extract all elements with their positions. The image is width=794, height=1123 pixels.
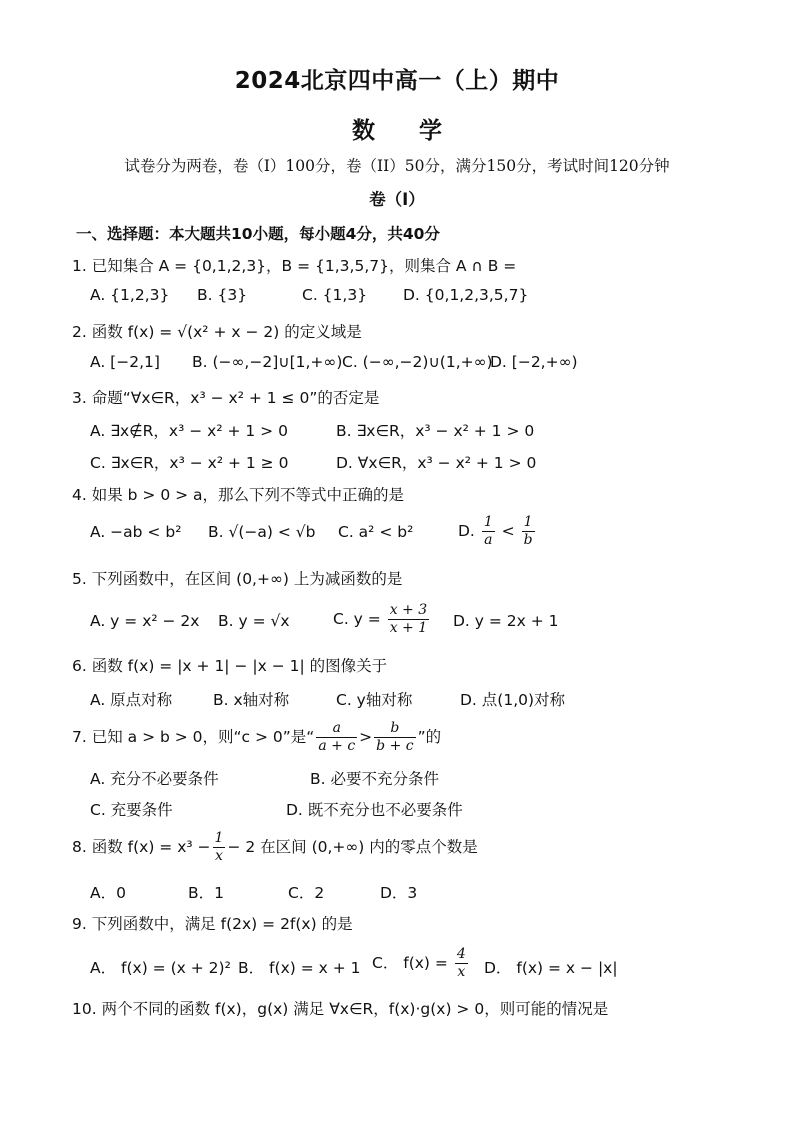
q2-option-b: B. (−∞,−2]∪[1,+∞) [192, 353, 343, 371]
q4-option-b: B. √(−a) < √b [208, 523, 316, 541]
q5-option-b: B. y = √x [218, 612, 290, 630]
q8-option-d: D．3 [380, 884, 418, 902]
q8-option-a: A．0 [90, 884, 126, 902]
q4-option-c: C. a² < b² [338, 523, 414, 541]
subject-char-1: 数 [352, 117, 375, 144]
q4-less-than: < [501, 522, 515, 540]
q7-stem-end: ”的 [417, 728, 442, 746]
q3-option-d: D. ∀x∈R，x³ − x² + 1 > 0 [336, 454, 537, 472]
q3-option-b: B. ∃x∈R，x³ − x² + 1 > 0 [336, 422, 535, 440]
q8-stem-end: − 2 在区间 (0,+∞) 内的零点个数是 [227, 838, 478, 856]
q9-option-b: B． f(x) = x + 1 [238, 959, 361, 977]
q5-option-c [333, 602, 431, 637]
q5-frac-den: x + 1 [389, 620, 428, 636]
q6-option-a: A. 原点对称 [90, 691, 173, 709]
q7-greater-than: > [359, 728, 373, 746]
q8-fraction [213, 830, 226, 865]
q7-option-a: A. 充分不必要条件 [90, 770, 219, 788]
q5-fraction [388, 602, 429, 637]
q7-stem-start: 7. 已知 a > b > 0，则“c > 0”是“ [72, 728, 315, 746]
question-6-stem: 6. 函数 f(x) = |x + 1| − |x − 1| 的图像关于 [72, 657, 388, 675]
q8-stem-start: 8. 函数 f(x) = x³ − [72, 838, 211, 856]
q4-option-d [458, 514, 537, 549]
q9-option-c [372, 946, 470, 981]
q7-frac-left-den: a + c [318, 738, 356, 754]
q4-fraction-left [482, 514, 495, 549]
q2-option-c: C. (−∞,−2)∪(1,+∞) [342, 353, 493, 371]
q1-option-d: D. {0,1,2,3,5,7} [403, 286, 529, 304]
q4-frac-right-den: b [523, 532, 533, 548]
q4-option-d-label: D. [458, 522, 475, 540]
question-3-stem: 3. 命题“∀x∈R，x³ − x² + 1 ≤ 0”的否定是 [72, 389, 380, 407]
q4-frac-left-den: a [484, 532, 493, 548]
q5-option-d: D. y = 2x + 1 [453, 612, 559, 630]
q9-frac-num: 4 [456, 946, 466, 962]
section-heading: 一、选择题：本大题共10小题，每小题4分，共40分 [76, 225, 440, 243]
q7-option-d: D. 既不充分也不必要条件 [286, 801, 463, 819]
question-8-stem [72, 830, 478, 865]
question-1-stem: 1. 已知集合 A = {0,1,2,3}，B = {1,3,5,7}，则集合 A ∩ B = [72, 257, 517, 275]
q4-fraction-right [522, 514, 535, 549]
q5-frac-num: x + 3 [389, 602, 428, 618]
q4-option-a: A. −ab < b² [90, 523, 182, 541]
question-10-stem: 10. 两个不同的函数 f(x)，g(x) 满足 ∀x∈R，f(x)·g(x) > 0，则可能的情况是 [72, 1000, 609, 1018]
q9-option-d: D． f(x) = x − |x| [484, 959, 618, 977]
q1-option-a: A. {1,2,3} [90, 286, 170, 304]
q5-option-a: A. y = x² − 2x [90, 612, 200, 630]
q8-option-c: C．2 [288, 884, 325, 902]
q8-frac-num: 1 [214, 830, 224, 846]
q1-option-b: B. {3} [197, 286, 248, 304]
q9-option-a: A． f(x) = (x + 2)² [90, 959, 231, 977]
q6-option-d: D. 点(1,0)对称 [460, 691, 566, 709]
q9-frac-den: x [457, 964, 466, 980]
question-2-stem: 2. 函数 f(x) = √(x² + x − 2) 的定义域是 [72, 323, 362, 341]
subject-char-2: 学 [419, 117, 442, 144]
q8-option-b: B．1 [188, 884, 224, 902]
q3-option-c: C. ∃x∈R，x³ − x² + 1 ≥ 0 [90, 454, 289, 472]
q9-fraction [455, 946, 468, 981]
q7-frac-right-num: b [374, 720, 415, 738]
q7-fraction-left [316, 720, 357, 755]
question-4-stem: 4. 如果 b > 0 > a，那么下列不等式中正确的是 [72, 486, 405, 504]
subject-title [0, 112, 794, 145]
q2-option-d: D. [−2,+∞) [490, 353, 578, 371]
exam-intro: 试卷分为两卷，卷（I）100分，卷（II）50分，满分150分，考试时间120分钟 [124, 157, 670, 175]
q1-option-c: C. {1,3} [302, 286, 368, 304]
q5-option-c-label: C. y = [333, 610, 381, 628]
q4-frac-left-num: 1 [483, 514, 493, 530]
q7-option-b: B. 必要不充分条件 [310, 770, 439, 788]
q2-option-a: A. [−2,1] [90, 353, 160, 371]
volume-heading: 卷（I） [369, 190, 425, 209]
q8-frac-den: x [215, 848, 223, 864]
q7-frac-left-num: a [316, 720, 357, 738]
q7-fraction-right [374, 720, 415, 755]
q3-option-a: A. ∃x∉R，x³ − x² + 1 > 0 [90, 422, 288, 440]
q7-frac-right-den: b + c [376, 738, 414, 754]
question-5-stem: 5. 下列函数中，在区间 (0,+∞) 上为减函数的是 [72, 570, 403, 588]
page-title: 2024北京四中高一（上）期中 [234, 68, 560, 94]
q6-option-b: B. x轴对称 [213, 691, 290, 709]
question-7-stem [72, 720, 441, 755]
question-9-stem: 9. 下列函数中，满足 f(2x) = 2f(x) 的是 [72, 915, 353, 933]
q9-option-c-label: C． f(x) = [372, 954, 448, 972]
q6-option-c: C. y轴对称 [336, 691, 413, 709]
q7-option-c: C. 充要条件 [90, 801, 173, 819]
q4-frac-right-num: 1 [522, 514, 535, 532]
